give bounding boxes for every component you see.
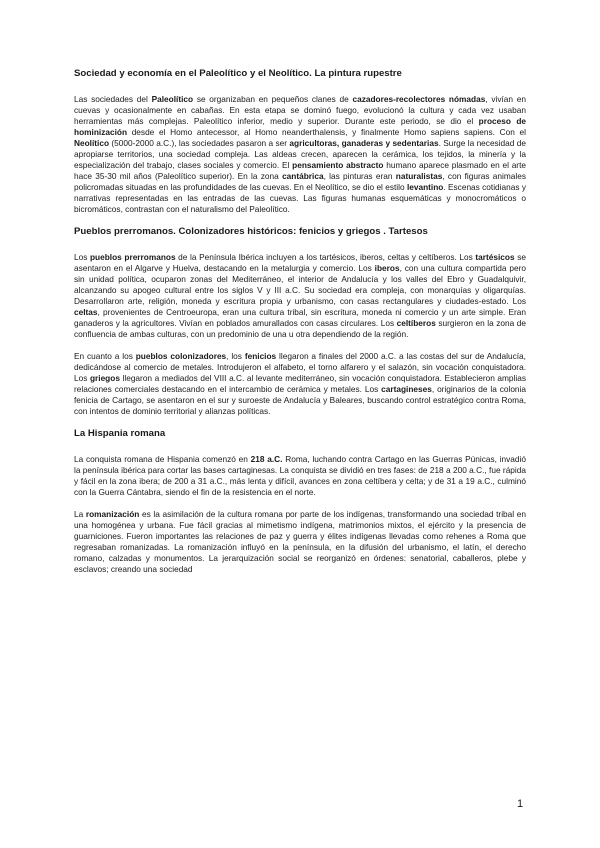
paragraph <box>74 454 526 498</box>
text-run: surgieron en la zona de confluencia de ambas culturas, con un predominio de una u otra dependiendo de la región. <box>74 318 526 339</box>
paragraph <box>74 351 526 417</box>
bold-term: cartagineses <box>381 384 432 394</box>
text-run: llegaron a mediados del VIII a.C. al levante mediterráneo, sin vocación conquistadora. Establecieron amplias relaciones comerciales destacando en el intercambio de cerámica y metales. Los <box>74 373 526 394</box>
text-run: La <box>74 509 86 519</box>
text-run: se organizaban en pequeños clanes de <box>193 94 353 104</box>
paragraph <box>74 252 526 340</box>
section-paleolitico <box>74 68 526 215</box>
bold-term: pueblos prerromanos <box>89 252 176 262</box>
bold-term: romanización <box>85 509 140 519</box>
text-run: de la Península Ibérica incluyen a los tartésicos, iberos, celtas y celtíberos. Los <box>175 252 476 262</box>
text-run: , con figuras animales policromadas situadas en las profundidades de las cuevas. En el Neolítico, se dio el estilo <box>74 171 526 192</box>
bold-term: cazadores-recolectores nómadas <box>352 94 486 104</box>
paragraph <box>74 94 526 215</box>
page-number: 1 <box>517 798 524 810</box>
text-run: En cuanto a los <box>74 351 136 361</box>
bold-term: cantábrica <box>282 171 324 181</box>
bold-term: 218 a.C. <box>250 454 283 464</box>
text-run: Roma, luchando contra Cartago en las Guerras Púnicas, invadió la península ibérica para cortar las bases cartaginesas. La conquista se dividió en tres fases: de 218 a 200 a.C., fue rápida y fácil en la zona ibera; de 200 a 31 a.C., más lenta y difícil, avances en zona celtíbera y celta; y de 31 a 19 a.C., culminó con la Guerra Cántabra, siendo el fin de la resistencia en el norte. <box>74 454 526 497</box>
section-heading: Pueblos prerromanos. Colonizadores históricos: fenicios y griegos . Tartesos <box>74 226 428 237</box>
document-page <box>74 68 526 586</box>
bold-term: celtas <box>74 307 98 317</box>
bold-term: naturalistas <box>395 171 443 181</box>
text-run: Los <box>74 252 90 262</box>
bold-term: Neolítico <box>74 138 110 148</box>
text-run: , las pinturas eran <box>323 171 396 181</box>
bold-term: Paleolítico <box>151 94 194 104</box>
bold-term: pensamiento abstracto <box>292 160 384 170</box>
text-run: , los <box>226 351 245 361</box>
text-run: . Escenas cotidianas y narrativas representadas en las entradas de las cuevas. Las figuras humanas esquemáticas y monocromáticos o bicromáticos, contrastan con el naturalismo del Paleolítico. <box>74 182 526 214</box>
bold-term: fenicios <box>244 351 277 361</box>
bold-term: celtíberos <box>396 318 436 328</box>
text-run: es la asimilación de la cultura romana por parte de los indígenas, transformando una sociedad tribal en una homogénea y urbana. Fue fácil gracias al mimetismo indígena, matrimonios mixtos, el ejército y la presencia de guarniciones. Fueron importantes las relaciones de paz y guerra y élites indígenas llevadas como rehenes a Roma que regresaban romanizadas. La romanización influyó en la península, en la difusión del urbanismo, el latín, el derecho romano, calzadas y monumentos. La jerarquización social se reorganizó en órdenes: senatorial, caballeros, plebe y esclavos; creando una sociedad <box>74 509 526 574</box>
paragraph <box>74 509 526 575</box>
bold-term: iberos <box>374 263 400 273</box>
bold-term: proceso de hominización <box>74 116 526 137</box>
text-run: humano aparece plasmado en el arte hace 35-30 mil años (Paleolítico superior). En la zona <box>74 160 526 181</box>
bold-term: pueblos colonizadores <box>135 351 227 361</box>
text-run: , originarios de la colonia fenicia de Cartago, se asentaron en el sur y suroeste de Andalucía y Baleares, buscando control estratégico contra Roma, con intentos de dominio territorial y alianzas políticas. <box>74 384 527 416</box>
text-run: llegaron a finales del 2000 a.C. a las costas del sur de Andalucía, dedicándose al comercio de metales. Introdujeron el alfabeto, el torno alfarero y el salazón, sin vocación conquistadora. Los <box>74 351 526 383</box>
section-hispania-romana <box>74 428 526 575</box>
bold-term: tartésicos <box>475 252 515 262</box>
text-run: , provenientes de Centroeuropa, eran una cultura tribal, sin escritura, moneda ni comercio y un arte simple. Eran ganaderos y la agricultores. Vivían en poblados amurallados con casas circulares. Los <box>74 307 526 328</box>
bold-term: griegos <box>89 373 120 383</box>
text-run: desde el Homo antecessor, al Homo neanderthalensis, y finalmente Homo sapiens sapiens. Con el <box>127 127 526 137</box>
text-run: , con una cultura compartida pero sin unidad política, ocuparon zonas del Mediterráneo, el interior de Andalucía y los valles del Ebro y Guadalquivir, alcanzando su apogeo cultural entre los siglos V y III a.C. Su sociedad era compleja, con monarquías y oligarquías. Desarrollaron arte, religión, moneda y escritura propia y urbanismo, con casas rectangulares y ciudades-estado. Los <box>74 263 527 306</box>
text-run: se asentaron en el Algarve y Huelva, destacando en la metalurgia y comercio. Los <box>74 252 526 273</box>
text-run: La conquista romana de Hispania comenzó en <box>74 454 251 464</box>
text-run: Las sociedades del <box>74 94 152 104</box>
text-run: , vivían en cuevas y ocasionalmente en cabañas. En esta etapa se dominó fuego, evolucionó la cultura y cada vez usaban herramientas más complejas. Paleolítico inferior, medio y superior. Durante este periodo, se dio el <box>74 94 526 126</box>
section-prerromanos <box>74 226 526 417</box>
section-heading: Sociedad y economía en el Paleolítico y el Neolítico. La pintura rupestre <box>74 68 402 79</box>
text-run: (5000-2000 a.C.), las sociedades pasaron a ser <box>109 138 290 148</box>
bold-term: agricultoras, ganaderas y sedentarias <box>289 138 439 148</box>
section-heading: La Hispania romana <box>74 428 166 439</box>
text-run: . Surge la necesidad de apropiarse territorios, una sociedad compleja. Las aldeas crecen, aparecen la cerámica, los tejidos, la minería y la especialización del trabajo, clases sociales y comercio. El <box>74 138 526 170</box>
bold-term: levantino <box>406 182 444 192</box>
